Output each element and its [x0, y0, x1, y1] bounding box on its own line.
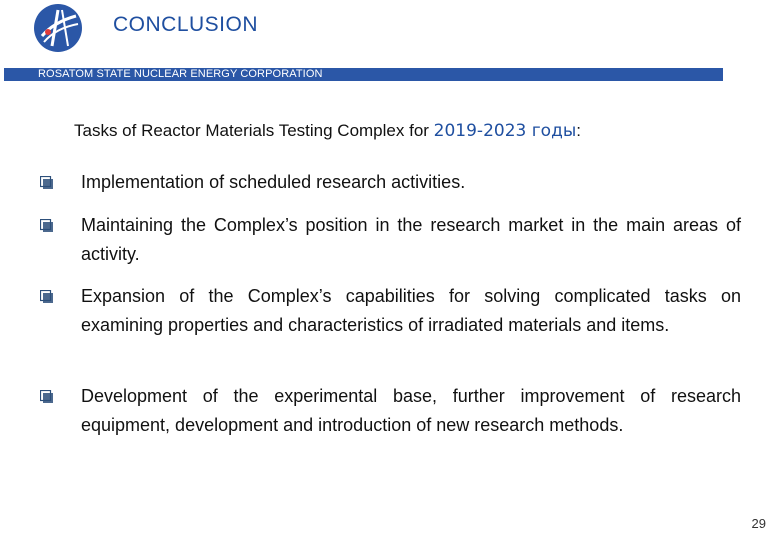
corporation-banner [4, 68, 723, 81]
tasks-heading-years: 2019-2023 годы [433, 121, 577, 141]
tasks-heading-suffix: : [576, 121, 581, 140]
checkbox-bullet-icon [40, 176, 53, 189]
checkbox-bullet-icon [40, 290, 53, 303]
page-number: 29 [751, 516, 766, 531]
task-item: Expansion of the Complex’s capabilities for solving complicated tasks on examining properties and characteristics of irradiated materials and items. [81, 286, 741, 335]
checkbox-bullet-icon [40, 390, 53, 403]
task-item: Development of the experimental base, further improvement of research equipment, development and introduction of new research methods. [81, 386, 741, 435]
task-item: Implementation of scheduled research activities. [81, 172, 466, 192]
tasks-heading [74, 119, 581, 143]
slide-title: CONCLUSION [113, 13, 259, 36]
corporation-name: ROSATOM STATE NUCLEAR ENERGY CORPORATION [38, 68, 323, 80]
task-item: Maintaining the Complex’s position in the research market in the main areas of activity. [81, 215, 741, 264]
rosatom-logo-icon [32, 2, 84, 54]
tasks-heading-text: Tasks of Reactor Materials Testing Complex for [74, 121, 429, 140]
checkbox-bullet-icon [40, 219, 53, 232]
